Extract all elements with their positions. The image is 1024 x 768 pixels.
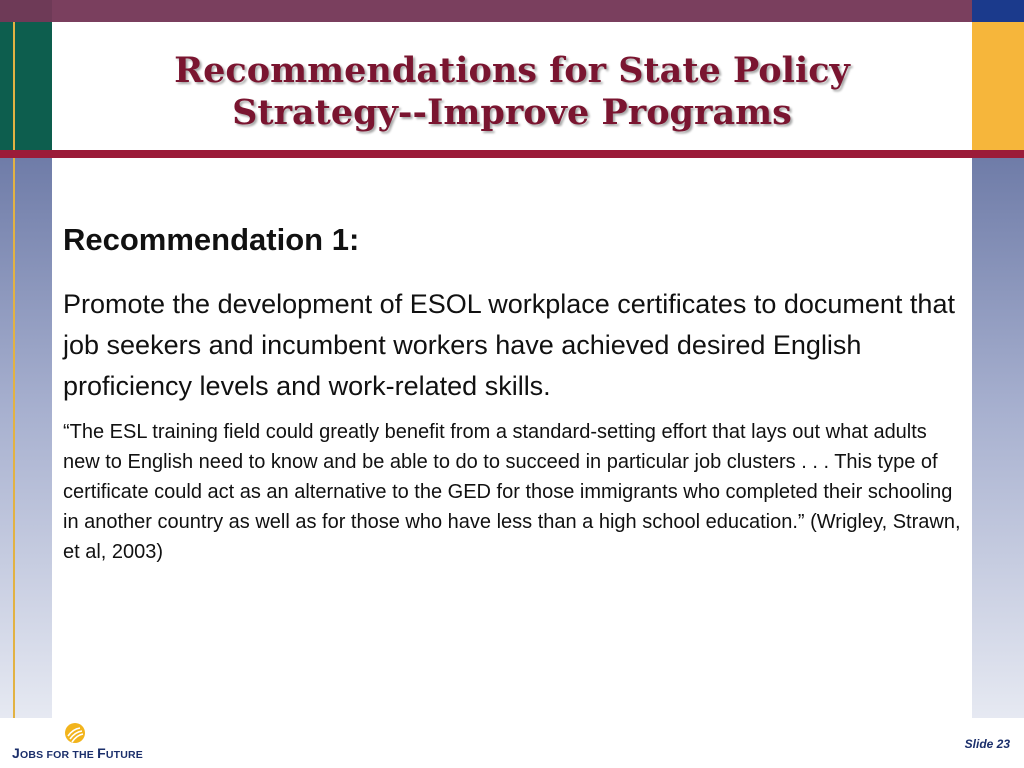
slide-title-line-2: Strategy--Improve Programs (232, 92, 792, 133)
top-left-block (0, 0, 52, 22)
right-gold-panel (972, 22, 1024, 150)
right-gradient-margin (972, 158, 1024, 718)
slide-title-line-1: Recommendations for State Policy (174, 50, 850, 91)
logo-text-obs: OBS FOR THE (20, 749, 98, 761)
logo-letter-f: F (97, 745, 106, 761)
recommendation-heading: Recommendation 1: (63, 222, 360, 257)
left-green-panel (0, 22, 52, 150)
gold-vertical-rule (13, 22, 15, 722)
recommendation-quote: “The ESL training field could greatly benefit from a standard-setting effort that lays out what adults new to English need to know and be able to do to succeed in particular job clusters . . . This type of certificate could act as an alternative to the GED for those immigrants who completed their schooling in another country as well as for those who have less than a high school education.” (Wrigley, Strawn, et al, 2003) (63, 421, 961, 563)
recommendation-text: Promote the development of ESOL workplace certificates to document that job seekers and incumbent workers have achieved desired English proficiency levels and work-related skills. (63, 289, 955, 401)
logo-letter-j: J (12, 745, 20, 761)
logo-swoosh-icon (58, 722, 92, 746)
slide-body (63, 220, 968, 567)
logo-wordmark (12, 745, 143, 763)
footer-band (0, 718, 1024, 768)
left-gradient-margin (0, 158, 52, 718)
top-right-blue-block (972, 0, 1024, 22)
slide-number: Slide 23 (964, 737, 1010, 751)
logo-text-uture: UTURE (105, 749, 144, 761)
top-plum-bar (0, 0, 1024, 22)
slide-title (60, 50, 964, 134)
jobs-for-the-future-logo (10, 722, 144, 766)
title-divider-rule (0, 150, 1024, 158)
